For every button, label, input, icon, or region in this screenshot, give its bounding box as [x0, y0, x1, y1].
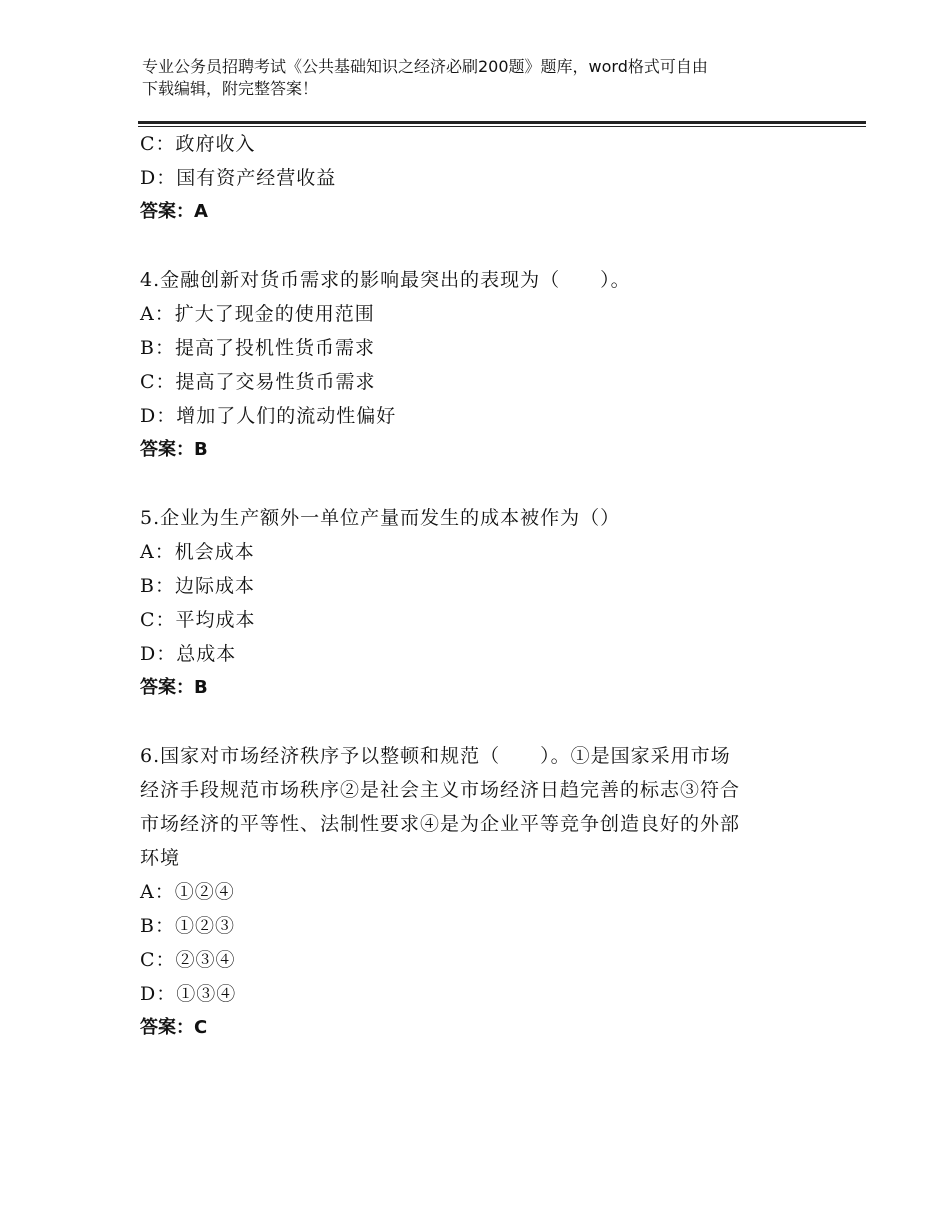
answer-label: 答案：C: [140, 1017, 208, 1038]
header-divider-thick: [138, 121, 866, 124]
option-c: C：②③④: [140, 949, 236, 971]
option-d: D：国有资产经营收益: [140, 167, 337, 189]
option-b: B：边际成本: [140, 575, 255, 597]
question-stem-line-2: 经济手段规范市场秩序②是社会主义市场经济日趋完善的标志③符合: [140, 779, 741, 801]
question-list: [140, 127, 820, 1045]
question-stem: 5.企业为生产额外一单位产量而发生的成本被作为（）: [140, 507, 621, 529]
option-b: B：提高了投机性货币需求: [140, 337, 375, 359]
header-line-2: 下载编辑，附完整答案！: [142, 79, 319, 98]
answer-label: 答案：B: [140, 677, 208, 698]
option-c: C：平均成本: [140, 609, 256, 631]
answer-label: 答案：B: [140, 439, 208, 460]
question-stem-line-3: 市场经济的平等性、法制性要求④是为企业平等竞争创造良好的外部: [140, 813, 741, 835]
question-6: [140, 739, 820, 1045]
option-a: A：扩大了现金的使用范围: [140, 303, 375, 325]
question-3-partial: [140, 127, 820, 229]
question-stem-line-1: 6.国家对市场经济秩序予以整顿和规范（ ）。①是国家采用市场: [140, 745, 731, 767]
document-header: [142, 56, 822, 100]
option-b: B：①②③: [140, 915, 235, 937]
answer-label: 答案：A: [140, 201, 208, 222]
question-4: [140, 263, 820, 467]
option-a: A：机会成本: [140, 541, 255, 563]
option-d: D：增加了人们的流动性偏好: [140, 405, 397, 427]
question-stem: 4.金融创新对货币需求的影响最突出的表现为（ ）。: [140, 269, 631, 291]
option-c: C：提高了交易性货币需求: [140, 371, 376, 393]
question-stem-line-4: 环境: [140, 847, 181, 869]
spacer: [140, 467, 820, 501]
spacer: [140, 705, 820, 739]
option-a: A：①②④: [140, 881, 235, 903]
spacer: [140, 229, 820, 263]
header-line-1: 专业公务员招聘考试《公共基础知识之经济必刷200题》题库，word格式可自由: [142, 57, 708, 76]
option-d: D：总成本: [140, 643, 237, 665]
option-d: D：①③④: [140, 983, 237, 1005]
option-c: C：政府收入: [140, 133, 256, 155]
question-5: [140, 501, 820, 705]
